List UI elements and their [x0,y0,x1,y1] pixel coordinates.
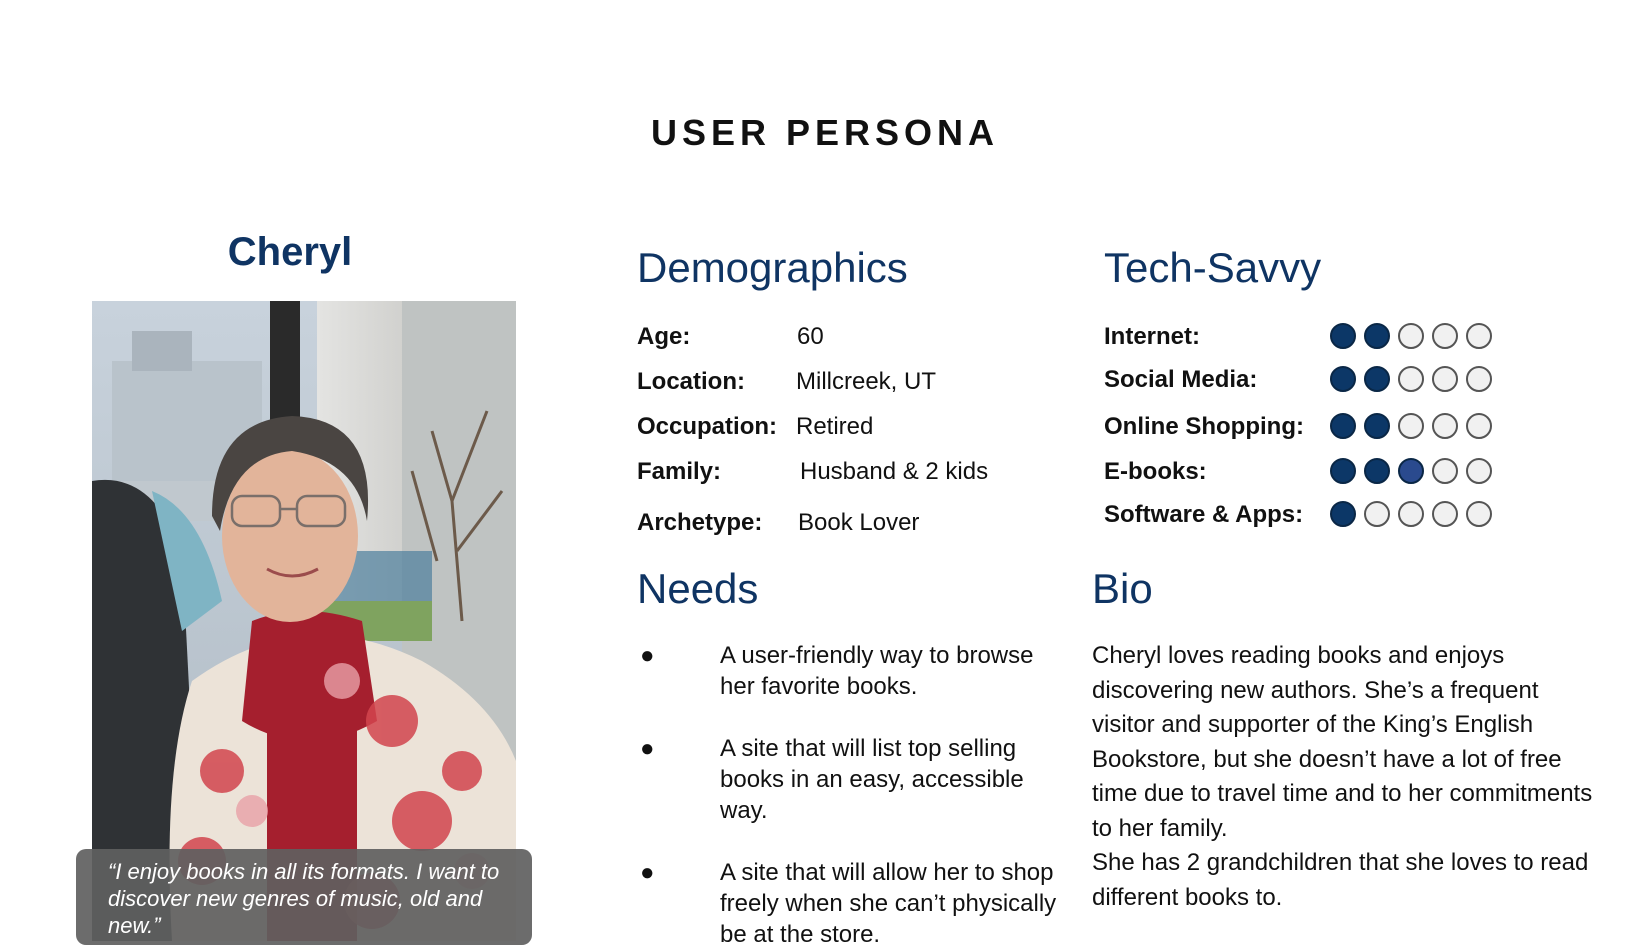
persona-photo [92,301,516,941]
tech-label: E-books: [1104,458,1207,485]
demographics-label: Location: [637,368,745,395]
rating-dot-filled [1330,458,1356,484]
rating-dots [1330,323,1492,349]
bio-text [1092,639,1602,915]
rating-dot-empty [1466,501,1492,527]
rating-dot-empty [1432,501,1458,527]
tech-savvy-heading: Tech-Savvy [1104,244,1322,291]
demographics-label: Occupation: [637,413,778,440]
need-text: A site that will allow her to shop freely when she can’t physically be at the store. [720,859,1057,948]
tech-label: Software & Apps: [1104,501,1304,528]
rating-dot-empty [1398,501,1424,527]
tech-label: Internet: [1104,323,1200,350]
demographics-value: 60 [797,323,824,350]
rating-dots [1330,458,1492,484]
rating-dot-empty [1466,366,1492,392]
rating-dot-filled [1330,413,1356,439]
tech-label: Social Media: [1104,366,1258,393]
demographics-label: Archetype: [637,509,763,536]
rating-dots [1330,501,1492,527]
needs-heading: Needs [637,565,759,612]
rating-dots [1330,366,1492,392]
rating-dot-empty [1432,413,1458,439]
rating-dot-empty [1432,323,1458,349]
rating-dot-filled [1364,458,1390,484]
need-text: A user-friendly way to browse her favorite books. [720,642,1034,700]
rating-dot-filled [1330,366,1356,392]
rating-dot-empty [1398,323,1424,349]
demographics-value: Retired [796,413,874,440]
bullet-icon: ● [640,859,655,886]
demographics-value: Millcreek, UT [796,368,937,395]
demographics-heading: Demographics [637,244,908,291]
rating-dot-empty [1466,413,1492,439]
rating-dot-filled [1330,501,1356,527]
rating-dot-empty [1466,323,1492,349]
rating-dots [1330,413,1492,439]
bio-heading: Bio [1092,565,1153,612]
tech-label: Online Shopping: [1104,413,1304,440]
rating-dot-empty [1432,366,1458,392]
rating-dot-empty [1466,458,1492,484]
rating-dot-filled [1330,323,1356,349]
bio-paragraph: Cheryl loves reading books and enjoys discovering new authors. She’s a frequent visitor and supporter of the King’s English Bookstore, but she doesn’t have a lot of free time due to travel time and to her commitments to her family. [1092,642,1593,842]
demographics-value: Book Lover [798,509,920,536]
persona-quote: “I enjoy books in all its formats. I want to discover new genres of music, old and new.” [76,849,532,945]
rating-dot-filled [1364,413,1390,439]
bio-paragraph: She has 2 grandchildren that she loves to read different books to. [1092,849,1589,911]
bullet-icon: ● [640,735,655,762]
rating-dot-empty [1398,413,1424,439]
persona-name: Cheryl [227,230,353,274]
rating-dot-empty [1398,366,1424,392]
demographics-label: Age: [637,323,691,350]
rating-dot-empty [1364,501,1390,527]
need-text: A site that will list top selling books in an easy, accessible way. [720,735,1024,824]
bullet-icon: ● [640,642,655,669]
demographics-label: Family: [637,458,722,485]
rating-dot-filled [1364,323,1390,349]
rating-dot-filled [1364,366,1390,392]
rating-dot-empty [1432,458,1458,484]
rating-dot-filled [1398,458,1424,484]
page-title: USER PERSONA [650,112,1000,153]
demographics-value: Husband & 2 kids [800,458,989,485]
